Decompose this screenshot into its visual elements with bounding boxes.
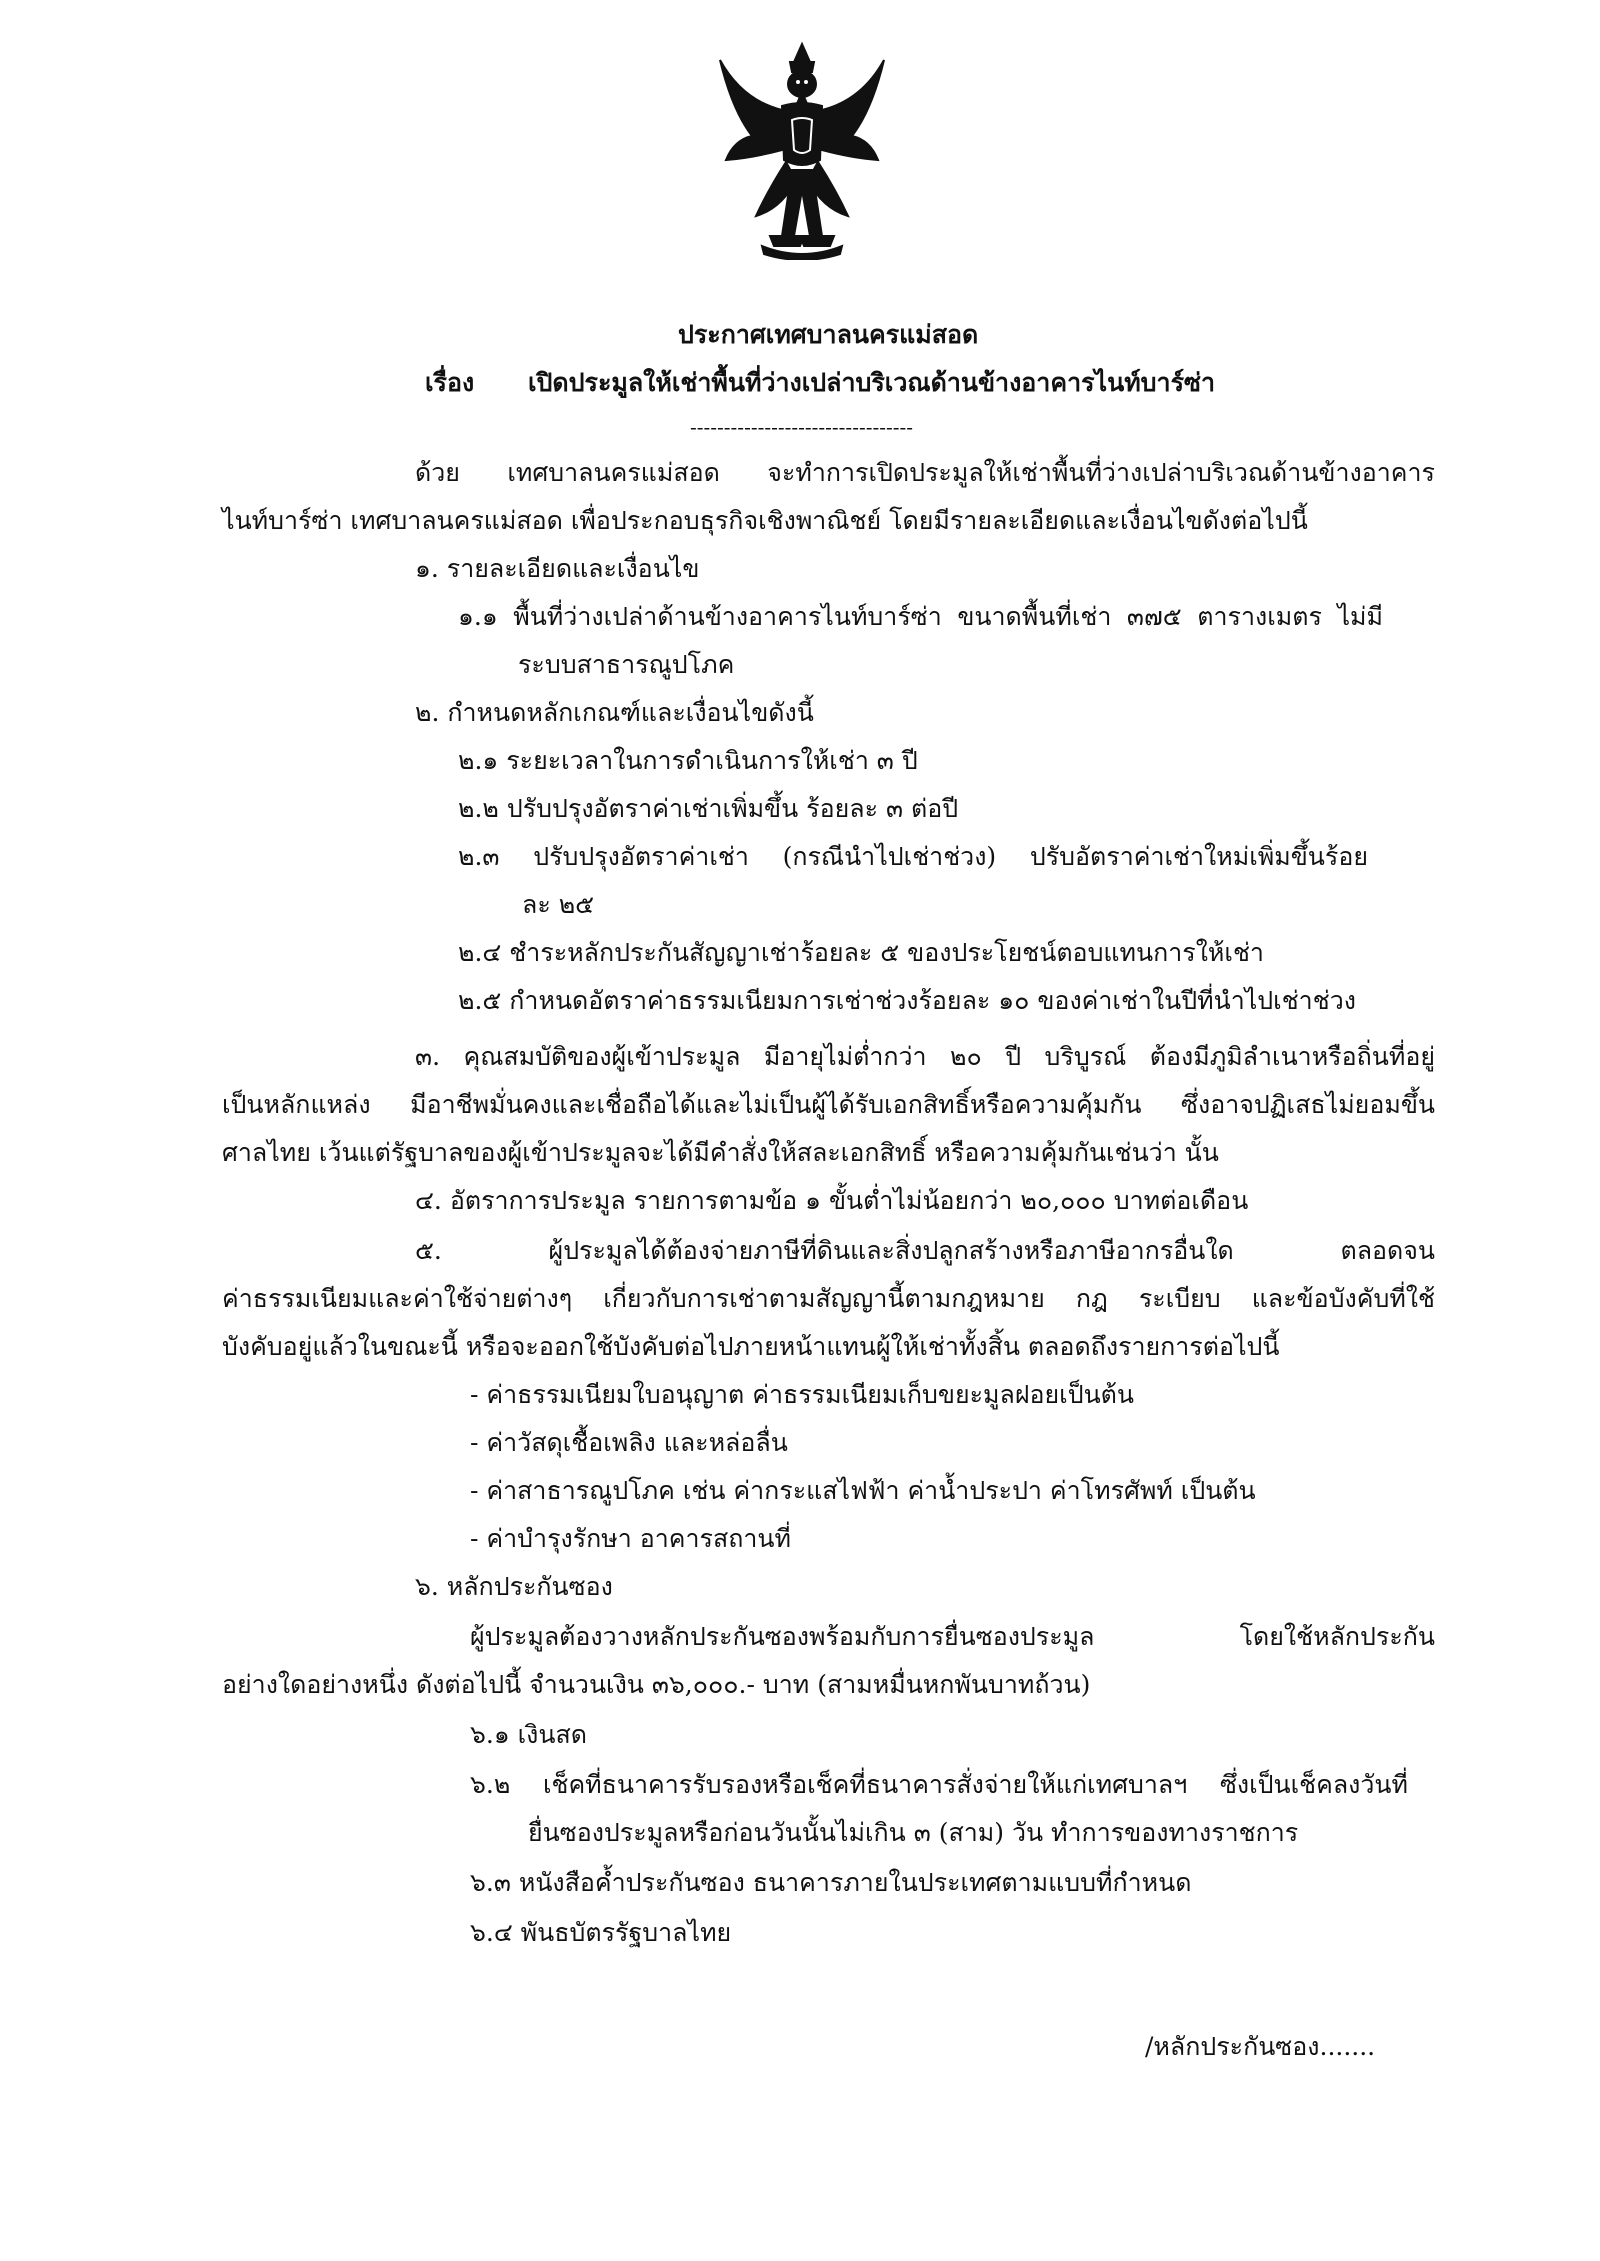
section-1-item-1-line-1: ๑.๑ พื้นที่ว่างเปล่าด้านข้างอาคารไนท์บาร์ซ่า ขนาดพื้นที่เช่า ๓๗๕ ตารางเมตร ไม่มี (458, 602, 1383, 631)
section-6-heading: ๖. หลักประกันซอง (415, 1572, 613, 1601)
section-6-item-2-line-2: ยื่นซองประมูลหรือก่อนวันนั้นไม่เกิน ๓ (สาม) วัน ทำการของทางราชการ (528, 1818, 1299, 1847)
section-4-line-1: ๔. อัตราการประมูล รายการตามข้อ ๑ ขั้นต่ำไม่น้อยกว่า ๒๐,๐๐๐ บาทต่อเดือน (415, 1186, 1249, 1215)
announcement-title: ประกาศเทศบาลนครแม่สอด (678, 320, 979, 349)
section-5-bullet-3: - ค่าสาธารณูปโภค เช่น ค่ากระแสไฟฟ้า ค่าน้ำประปา ค่าโทรศัพท์ เป็นต้น (470, 1476, 1256, 1505)
section-3-line-3: ศาลไทย เว้นแต่รัฐบาลของผู้เข้าประมูลจะได้มีคำสั่งให้สละเอกสิทธิ์ หรือความคุ้มกันเช่นว่า นั้น (222, 1138, 1219, 1167)
section-3-line-1: ๓. คุณสมบัติของผู้เข้าประมูล มีอายุไม่ต่ำกว่า ๒๐ ปี บริบูรณ์ ต้องมีภูมิลำเนาหรือถิ่นที่อยู่ (415, 1042, 1435, 1071)
section-6-item-3: ๖.๓ หนังสือค้ำประกันซอง ธนาคารภายในประเทศตามแบบที่กำหนด (470, 1868, 1192, 1897)
section-2-item-3-line-1: ๒.๓ ปรับปรุงอัตราค่าเช่า (กรณีนำไปเช่าช่วง) ปรับอัตราค่าเช่าใหม่เพิ่มขึ้นร้อย (458, 842, 1368, 871)
section-5-line-3: บังคับอยู่แล้วในขณะนี้ หรือจะออกใช้บังคับต่อไปภายหน้าแทนผู้ให้เช่าทั้งสิ้น ตลอดถึงรายการต่อไปนี้ (222, 1332, 1280, 1361)
section-5-bullet-1: - ค่าธรรมเนียมใบอนุญาต ค่าธรรมเนียมเก็บขยะมูลฝอยเป็นต้น (470, 1380, 1134, 1409)
section-6-para-line-1: ผู้ประมูลต้องวางหลักประกันซองพร้อมกับการยื่นซองประมูล โดยใช้หลักประกัน (470, 1622, 1435, 1651)
section-1-heading: ๑. รายละเอียดและเงื่อนไข (415, 554, 700, 583)
subject-label: เรื่อง (425, 368, 475, 397)
garuda-emblem-icon (712, 40, 892, 260)
section-6-item-4: ๖.๔ พันธบัตรรัฐบาลไทย (470, 1918, 732, 1947)
section-5-line-1: ๕. ผู้ประมูลได้ต้องจ่ายภาษีที่ดินและสิ่งปลูกสร้างหรือภาษีอากรอื่นใด ตลอดจน (415, 1236, 1435, 1265)
subject-text: เปิดประมูลให้เช่าพื้นที่ว่างเปล่าบริเวณด้านข้างอาคารไนท์บาร์ซ่า (528, 368, 1216, 397)
intro-line-1: ด้วย เทศบาลนครแม่สอด จะทำการเปิดประมูลให้เช่าพื้นที่ว่างเปล่าบริเวณด้านข้างอาคาร (415, 458, 1435, 487)
section-5-bullet-2: - ค่าวัสดุเชื้อเพลิง และหล่อลื่น (470, 1428, 788, 1457)
section-6-para-line-2: อย่างใดอย่างหนึ่ง ดังต่อไปนี้ จำนวนเงิน ๓๖,๐๐๐.- บาท (สามหมื่นหกพันบาทถ้วน) (222, 1670, 1091, 1699)
intro-line-2: ไนท์บาร์ซ่า เทศบาลนครแม่สอด เพื่อประกอบธุรกิจเชิงพาณิชย์ โดยมีรายละเอียดและเงื่อนไขดังต่อไปนี้ (222, 506, 1308, 535)
section-2-item-4: ๒.๔ ชำระหลักประกันสัญญาเช่าร้อยละ ๕ ของประโยชน์ตอบแทนการให้เช่า (458, 938, 1264, 967)
section-2-item-3-line-2: ละ ๒๕ (522, 890, 595, 919)
section-5-bullet-4: - ค่าบำรุงรักษา อาคารสถานที่ (470, 1524, 791, 1553)
section-2-heading: ๒. กำหนดหลักเกณฑ์และเงื่อนไขดังนี้ (415, 698, 814, 727)
continued-on-next-page: /หลักประกันซอง....... (1145, 2032, 1376, 2061)
title-divider: --------------------------------- (690, 415, 914, 439)
section-1-item-1-line-2: ระบบสาธารณูปโภค (518, 650, 735, 679)
section-2-item-1: ๒.๑ ระยะเวลาในการดำเนินการให้เช่า ๓ ปี (458, 746, 918, 775)
section-6-item-1: ๖.๑ เงินสด (470, 1720, 587, 1749)
section-3-line-2: เป็นหลักแหล่ง มีอาชีพมั่นคงและเชื่อถือได้และไม่เป็นผู้ได้รับเอกสิทธิ์หรือความคุ้มกัน ซึ่งอาจปฏิเสธไม่ยอมขึ้น (222, 1090, 1435, 1119)
section-2-item-5: ๒.๕ กำหนดอัตราค่าธรรมเนียมการเช่าช่วงร้อยละ ๑๐ ของค่าเช่าในปีที่นำไปเช่าช่วง (458, 986, 1356, 1015)
section-6-item-2-line-1: ๖.๒ เช็คที่ธนาคารรับรองหรือเช็คที่ธนาคารสั่งจ่ายให้แก่เทศบาลฯ ซึ่งเป็นเช็คลงวันที่ (470, 1770, 1408, 1799)
section-2-item-2: ๒.๒ ปรับปรุงอัตราค่าเช่าเพิ่มขึ้น ร้อยละ ๓ ต่อปี (458, 794, 959, 823)
section-5-line-2: ค่าธรรมเนียมและค่าใช้จ่ายต่างๆ เกี่ยวกับการเช่าตามสัญญานี้ตามกฎหมาย กฎ ระเบียบ และข้อบังคับที่ใช้ (222, 1284, 1435, 1313)
